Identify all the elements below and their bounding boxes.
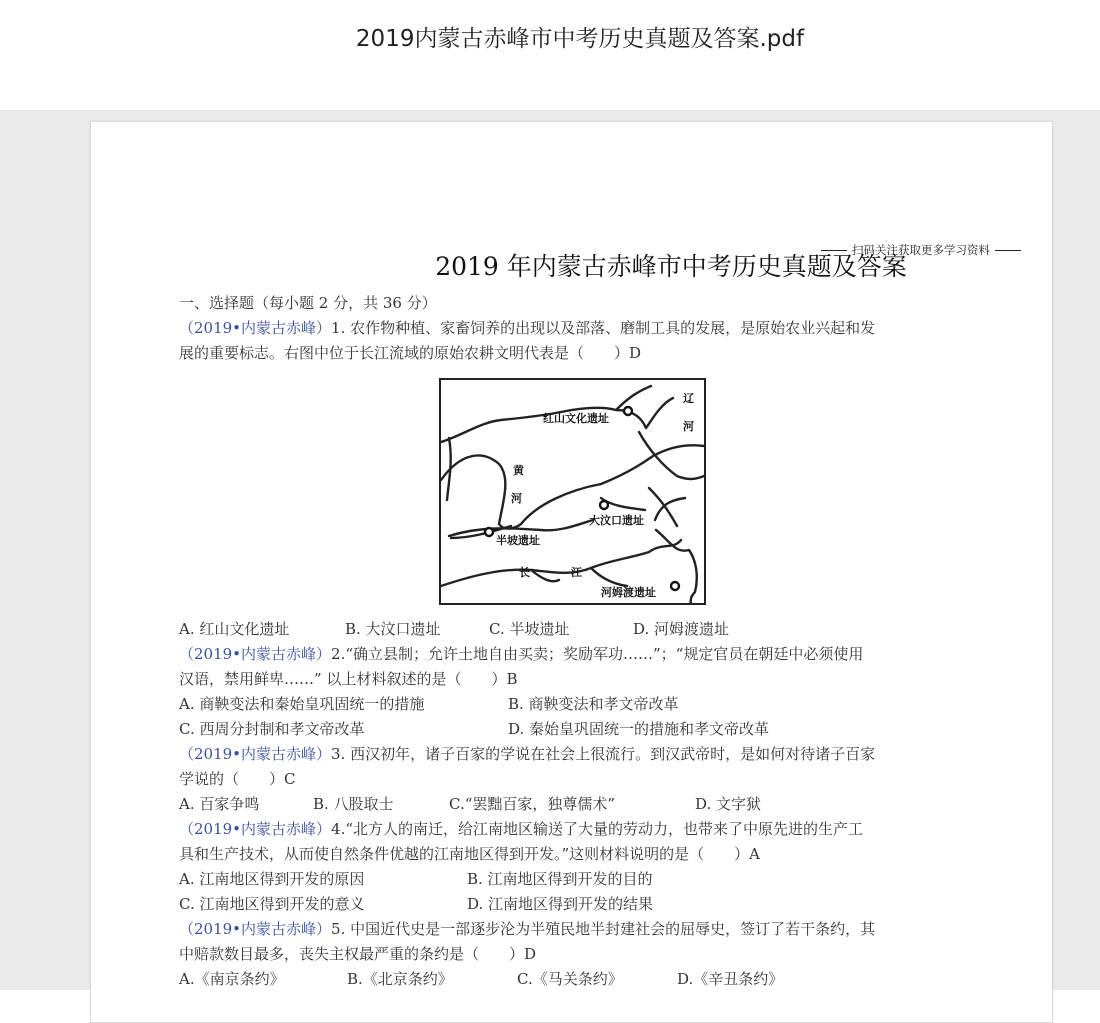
file-title: 2019内蒙古赤峰市中考历史真题及答案.pdf	[355, 26, 805, 52]
option-b: B. 八股取士	[313, 795, 394, 813]
map-label-huang: 黄	[513, 464, 524, 477]
map-label-banpo: 半坡遗址	[496, 534, 540, 547]
question-source: （2019•内蒙古赤峰）	[179, 319, 332, 337]
question-text: 2.“确立县制；允许土地自由买卖；奖励军功……”；“规定官员在朝廷中必须使用	[331, 645, 864, 663]
option-a: A. 商鞅变法和秦始皇巩固统一的措施	[179, 695, 425, 713]
map-label-hemudu: 河姆渡遗址	[601, 586, 656, 599]
question-source: （2019•内蒙古赤峰）	[179, 920, 332, 938]
question-3-line-2: 学说的（ ）C	[179, 770, 296, 788]
pdf-page	[90, 121, 1053, 1023]
question-3-line-1	[179, 743, 875, 764]
map-label-dawenkou: 大汶口遗址	[589, 514, 644, 527]
option-c: C. 西周分封制和孝文帝改革	[179, 720, 365, 738]
option-c: C. 江南地区得到开发的意义	[179, 895, 365, 913]
question-4-options-row-1	[179, 868, 653, 889]
question-5-line-2: 中赔款数目最多，丧失主权最严重的条约是（ ）D	[179, 945, 537, 963]
promo-text: 扫码关注获取更多学习资料	[852, 243, 990, 257]
map-label-hongshan: 红山文化遗址	[543, 412, 609, 425]
question-1-line-2: 展的重要标志。右图中位于长江流域的原始农耕文明代表是（ ）D	[179, 344, 642, 362]
option-a: A.《南京条约》	[179, 970, 285, 988]
question-5-line-1	[179, 918, 875, 939]
question-source: （2019•内蒙古赤峰）	[179, 645, 332, 663]
option-b: B.《北京条约》	[347, 970, 453, 988]
question-2-line-1	[179, 643, 863, 664]
map-label-huang-he: 河	[511, 492, 522, 505]
option-a: A. 百家争鸣	[179, 795, 260, 813]
question-1-line-1	[179, 317, 875, 338]
option-d: D. 河姆渡遗址	[633, 620, 730, 638]
question-4-line-1	[179, 818, 863, 839]
option-a: A. 江南地区得到开发的原因	[179, 870, 365, 888]
question-1-options	[179, 618, 729, 639]
question-4-line-2: 具和生产技术，从而使自然条件优越的江南地区得到开发。”这则材料说明的是（ ）A	[179, 845, 761, 863]
neolithic-sites-map	[439, 378, 706, 605]
option-d: D. 文字狱	[695, 795, 762, 813]
question-3-options	[179, 793, 761, 814]
option-b: B. 江南地区得到开发的目的	[467, 870, 653, 888]
viewer-header	[0, 0, 1100, 110]
map-label-liao: 辽	[683, 392, 694, 405]
question-text: 4.“北方人的南迁，给江南地区输送了大量的劳动力，也带来了中原先进的生产工	[331, 820, 864, 838]
option-d: D.《辛丑条约》	[677, 970, 784, 988]
map-label-chang: 长	[519, 566, 530, 579]
question-5-options	[179, 968, 783, 989]
question-source: （2019•内蒙古赤峰）	[179, 820, 332, 838]
option-a: A. 红山文化遗址	[179, 620, 290, 638]
question-2-options-row-1	[179, 693, 679, 714]
option-d: D. 江南地区得到开发的结果	[467, 895, 654, 913]
question-2-options-row-2	[179, 718, 769, 739]
map-label-jiang: 江	[571, 566, 582, 579]
document-title: 2019 年内蒙古赤峰市中考历史真题及答案	[435, 252, 907, 281]
option-b: B. 商鞅变法和孝文帝改革	[508, 695, 679, 713]
question-text: 1. 农作物种植、家畜饲养的出现以及部落、磨制工具的发展，是原始农业兴起和发	[331, 319, 876, 337]
question-text: 3. 西汉初年，诸子百家的学说在社会上很流行。到汉武帝时，是如何对待诸子百家	[331, 745, 876, 763]
section-heading: 一、选择题（每小题 2 分，共 36 分）	[179, 294, 437, 312]
option-c: C.《马关条约》	[517, 970, 623, 988]
option-c: C. 半坡遗址	[489, 620, 570, 638]
question-2-line-2: 汉语，禁用鲜卑……” 以上材料叙述的是（ ）B	[179, 670, 518, 688]
option-b: B. 大汶口遗址	[345, 620, 441, 638]
question-4-options-row-2	[179, 893, 653, 914]
map-label-liao-he: 河	[683, 420, 694, 433]
document-viewer[interactable]	[0, 110, 1100, 990]
question-source: （2019•内蒙古赤峰）	[179, 745, 332, 763]
option-d: D. 秦始皇巩固统一的措施和孝文帝改革	[508, 720, 770, 738]
option-c: C.“罢黜百家，独尊儒术”	[449, 795, 616, 813]
question-text: 5. 中国近代史是一部逐步沦为半殖民地半封建社会的屈辱史，签订了若干条约，其	[331, 920, 876, 938]
